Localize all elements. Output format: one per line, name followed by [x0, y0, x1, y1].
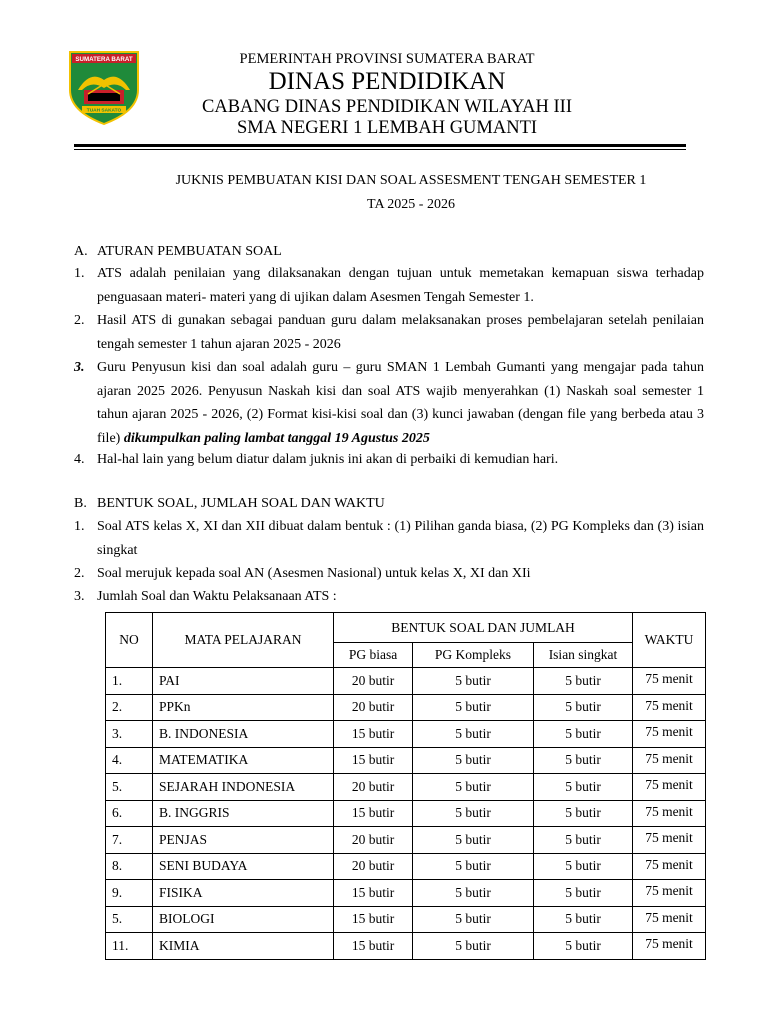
table-cell-time: 75 menit [633, 853, 706, 880]
table-cell-time: 75 menit [633, 800, 706, 827]
section-b-letter: B. [74, 496, 87, 511]
table-cell-isian: 5 butir [534, 694, 633, 721]
table-cell-time: 75 menit [633, 747, 706, 774]
table-cell-isian: 5 butir [534, 668, 633, 695]
table-row [106, 721, 706, 748]
table-cell-pg-kompleks: 5 butir [413, 774, 534, 801]
letterhead-agency: DINAS PENDIDIKAN [268, 68, 506, 95]
list-item [74, 309, 704, 356]
table-row [106, 800, 706, 827]
list-item-number: 3. [74, 360, 85, 375]
letterhead-branch: CABANG DINAS PENDIDIKAN WILAYAH III [202, 97, 572, 117]
list-item-number: 3. [74, 589, 85, 604]
table-cell-pg-kompleks: 5 butir [413, 853, 534, 880]
list-item-text: Hasil ATS di gunakan sebagai panduan guru dalam melaksanakan proses pembelajaran setelah penilaian tengah semester 1 tahun ajaran 2025 - 2026 [97, 313, 704, 352]
table-cell-pg: 15 butir [334, 721, 413, 748]
table-row [106, 747, 706, 774]
table-cell-time: 75 menit [633, 933, 706, 960]
table-cell-pg-kompleks: 5 butir [413, 933, 534, 960]
table-cell-no: 4. [106, 747, 153, 774]
table-cell-pg: 15 butir [334, 933, 413, 960]
document-title: JUKNIS PEMBUATAN KISI DAN SOAL ASSESMENT TENGAH SEMESTER 1 [175, 173, 647, 188]
table-cell-pg: 15 butir [334, 800, 413, 827]
table-row [106, 853, 706, 880]
table-cell-time: 75 menit [633, 906, 706, 933]
table-header-pg: PG biasa [334, 643, 413, 668]
list-item-number: 1. [74, 519, 85, 534]
table-cell-pg: 20 butir [334, 774, 413, 801]
table-cell-isian: 5 butir [534, 747, 633, 774]
table-cell-no: 5. [106, 906, 153, 933]
table-cell-pg-kompleks: 5 butir [413, 800, 534, 827]
table-cell-pg-kompleks: 5 butir [413, 721, 534, 748]
list-item-text: Soal ATS kelas X, XI dan XII dibuat dalam bentuk : (1) Pilihan ganda biasa, (2) PG Kompleks dan (3) isian singkat [97, 519, 704, 558]
table-cell-pg: 20 butir [334, 853, 413, 880]
table-cell-no: 6. [106, 800, 153, 827]
section-a-letter: A. [74, 244, 88, 259]
table-cell-pg-kompleks: 5 butir [413, 668, 534, 695]
letterhead-government: PEMERINTAH PROVINSI SUMATERA BARAT [239, 51, 535, 67]
list-item-text: Soal merujuk kepada soal AN (Asesmen Nasional) untuk kelas X, XI dan XIi [97, 566, 531, 581]
table-cell-subject: BIOLOGI [153, 906, 334, 933]
letterhead-divider-thin [74, 149, 686, 150]
table-cell-pg: 15 butir [334, 906, 413, 933]
table-cell-isian: 5 butir [534, 774, 633, 801]
table-header-pg-kompleks: PG Kompleks [413, 643, 534, 668]
table-cell-subject: B. INGGRIS [153, 800, 334, 827]
table-cell-pg-kompleks: 5 butir [413, 906, 534, 933]
table-cell-pg: 20 butir [334, 668, 413, 695]
table-cell-no: 2. [106, 694, 153, 721]
table-cell-time: 75 menit [633, 668, 706, 695]
sumatera-barat-emblem-icon [68, 50, 140, 126]
list-item [74, 585, 704, 609]
list-item [74, 448, 704, 472]
table-cell-subject: KIMIA [153, 933, 334, 960]
table-cell-pg: 20 butir [334, 827, 413, 854]
list-item [74, 356, 704, 450]
table-cell-isian: 5 butir [534, 827, 633, 854]
table-cell-time: 75 menit [633, 694, 706, 721]
table-cell-time: 75 menit [633, 827, 706, 854]
table-cell-no: 7. [106, 827, 153, 854]
table-row [106, 880, 706, 907]
table-header-time: WAKTU [633, 613, 706, 668]
table-cell-subject: FISIKA [153, 880, 334, 907]
table-cell-subject: SENI BUDAYA [153, 853, 334, 880]
table-cell-pg-kompleks: 5 butir [413, 747, 534, 774]
table-header-question-form: BENTUK SOAL DAN JUMLAH [334, 613, 633, 643]
list-item [74, 515, 704, 562]
table-cell-no: 11. [106, 933, 153, 960]
document-subtitle: TA 2025 - 2026 [367, 197, 455, 212]
section-b-heading: BENTUK SOAL, JUMLAH SOAL DAN WAKTU [97, 496, 385, 511]
table-row [106, 933, 706, 960]
table-cell-no: 5. [106, 774, 153, 801]
list-item-number: 1. [74, 266, 85, 281]
list-item [74, 262, 704, 309]
list-item-number: 2. [74, 566, 85, 581]
table-cell-subject: B. INDONESIA [153, 721, 334, 748]
table-row [106, 906, 706, 933]
table-cell-pg: 15 butir [334, 747, 413, 774]
svg-text:SUMATERA BARAT: SUMATERA BARAT [75, 56, 133, 63]
table-cell-time: 75 menit [633, 721, 706, 748]
table-header-isian: Isian singkat [534, 643, 633, 668]
table-cell-pg-kompleks: 5 butir [413, 880, 534, 907]
table-cell-subject: SEJARAH INDONESIA [153, 774, 334, 801]
letterhead-divider [74, 144, 686, 147]
list-item-text [97, 356, 704, 450]
deadline-emphasis: dikumpulkan paling lambat tanggal 19 Agustus 2025 [123, 430, 430, 446]
table-row [106, 827, 706, 854]
exam-schedule-table [105, 612, 706, 960]
table-cell-isian: 5 butir [534, 853, 633, 880]
table-cell-time: 75 menit [633, 774, 706, 801]
list-item [74, 562, 704, 586]
table-cell-subject: PPKn [153, 694, 334, 721]
table-cell-pg: 20 butir [334, 694, 413, 721]
table-cell-isian: 5 butir [534, 721, 633, 748]
table-row [106, 694, 706, 721]
table-cell-pg: 15 butir [334, 880, 413, 907]
list-item-number: 2. [74, 313, 85, 328]
table-cell-pg-kompleks: 5 butir [413, 694, 534, 721]
table-cell-isian: 5 butir [534, 800, 633, 827]
section-a-heading: ATURAN PEMBUATAN SOAL [97, 244, 282, 259]
table-cell-subject: PAI [153, 668, 334, 695]
table-cell-isian: 5 butir [534, 880, 633, 907]
table-header-no: NO [106, 613, 153, 668]
table-cell-subject: PENJAS [153, 827, 334, 854]
table-cell-isian: 5 butir [534, 933, 633, 960]
table-cell-time: 75 menit [633, 880, 706, 907]
table-cell-isian: 5 butir [534, 906, 633, 933]
table-row [106, 774, 706, 801]
table-cell-no: 9. [106, 880, 153, 907]
table-cell-no: 3. [106, 721, 153, 748]
table-cell-no: 8. [106, 853, 153, 880]
list-item-text: Jumlah Soal dan Waktu Pelaksanaan ATS : [97, 589, 337, 604]
table-header-subject: MATA PELAJARAN [153, 613, 334, 668]
table-cell-pg-kompleks: 5 butir [413, 827, 534, 854]
letterhead-school: SMA NEGERI 1 LEMBAH GUMANTI [236, 118, 538, 138]
list-item-text: ATS adalah penilaian yang dilaksanakan dengan tujuan untuk memetakan kemapuan siswa terhadap penguasaan materi- materi yang di ujikan dalam Asesmen Tengah Semester 1. [97, 266, 704, 305]
table-cell-no: 1. [106, 668, 153, 695]
list-item-text: Hal-hal lain yang belum diatur dalam juknis ini akan di perbaiki di kemudian hari. [97, 452, 559, 467]
svg-text:TUAH SAKATO: TUAH SAKATO [86, 108, 122, 114]
table-body [106, 668, 706, 960]
table-cell-subject: MATEMATIKA [153, 747, 334, 774]
table-row [106, 668, 706, 695]
list-item-number: 4. [74, 452, 85, 467]
list-item-text-body: Guru Penyusun kisi dan soal adalah guru – guru SMAN 1 Lembah Gumanti yang mengajar pada tahun ajaran 2025 2026. Penyusun Naskah kisi dan soal ATS wajib menyerahkan (1) Naskah soal semester 1 tahun ajaran 2025 - 2026, (2) Format kisi-kisi soal dan (3) kunci jawaban (dengan file yang berbeda atau 3 file) [97, 360, 704, 446]
